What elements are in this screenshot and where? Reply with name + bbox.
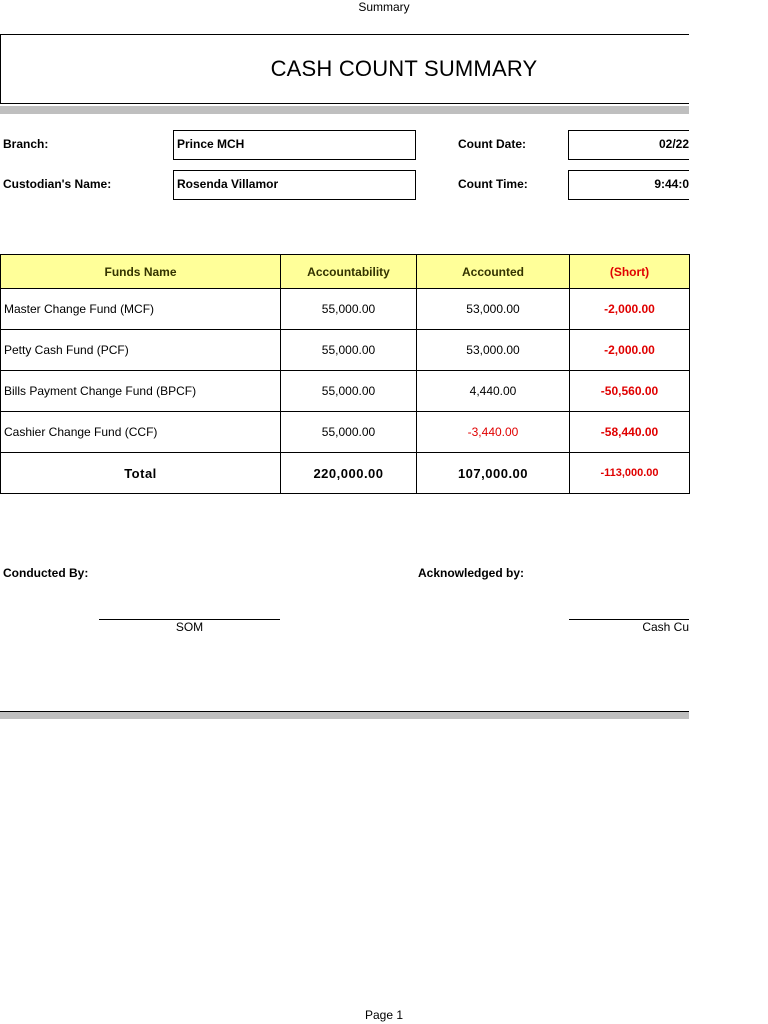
page-title: CASH COUNT SUMMARY	[270, 56, 538, 81]
header-accounted: Accounted	[417, 255, 570, 289]
total-short-cell: -113,000.00	[570, 453, 690, 494]
acknowledged-by-label: Acknowledged by:	[418, 566, 525, 580]
bottom-divider-bar	[0, 711, 689, 719]
table-row	[1, 330, 690, 371]
custodian-field[interactable]: Rosenda Villamor	[173, 170, 416, 200]
count-time-label: Count Time:	[458, 177, 528, 191]
table-row	[1, 412, 690, 453]
accountability-cell: 55,000.00	[281, 412, 417, 453]
short-cell: -2,000.00	[570, 330, 690, 371]
total-accounted-cell: 107,000.00	[417, 453, 570, 494]
short-cell: -50,560.00	[570, 371, 690, 412]
header-short: (Short)	[570, 255, 690, 289]
branch-label: Branch:	[3, 137, 49, 151]
fund-name-cell: Bills Payment Change Fund (BPCF)	[1, 371, 281, 412]
table-row	[1, 289, 690, 330]
accounted-cell: 53,000.00	[417, 330, 570, 371]
header-funds-name: Funds Name	[1, 255, 281, 289]
acknowledged-signature-caption: Cash Cu	[642, 620, 689, 634]
table-row	[1, 371, 690, 412]
fund-name-cell: Petty Cash Fund (PCF)	[1, 330, 281, 371]
total-accountability-cell: 220,000.00	[281, 453, 417, 494]
page-footer: Page 1	[364, 1008, 404, 1022]
fund-name-cell: Cashier Change Fund (CCF)	[1, 412, 281, 453]
header-accountability: Accountability	[281, 255, 417, 289]
accounted-cell: -3,440.00	[417, 412, 570, 453]
total-row	[1, 453, 690, 494]
fund-name-cell: Master Change Fund (MCF)	[1, 289, 281, 330]
conducted-by-label: Conducted By:	[3, 566, 89, 580]
conducted-signature-caption: SOM	[175, 620, 204, 634]
count-date-field[interactable]: 02/22	[568, 130, 689, 160]
funds-table	[0, 254, 690, 494]
accounted-cell: 4,440.00	[417, 371, 570, 412]
accountability-cell: 55,000.00	[281, 289, 417, 330]
table-header-row	[1, 255, 690, 289]
total-label-cell: Total	[1, 453, 281, 494]
accounted-cell: 53,000.00	[417, 289, 570, 330]
short-cell: -58,440.00	[570, 412, 690, 453]
short-cell: -2,000.00	[570, 289, 690, 330]
count-time-field[interactable]: 9:44:0	[568, 170, 689, 200]
top-divider-bar	[0, 106, 689, 114]
branch-field[interactable]: Prince MCH	[173, 130, 416, 160]
custodian-label: Custodian's Name:	[3, 177, 112, 191]
accountability-cell: 55,000.00	[281, 371, 417, 412]
page-header: Summary	[358, 0, 410, 14]
count-date-label: Count Date:	[458, 137, 526, 151]
accountability-cell: 55,000.00	[281, 330, 417, 371]
